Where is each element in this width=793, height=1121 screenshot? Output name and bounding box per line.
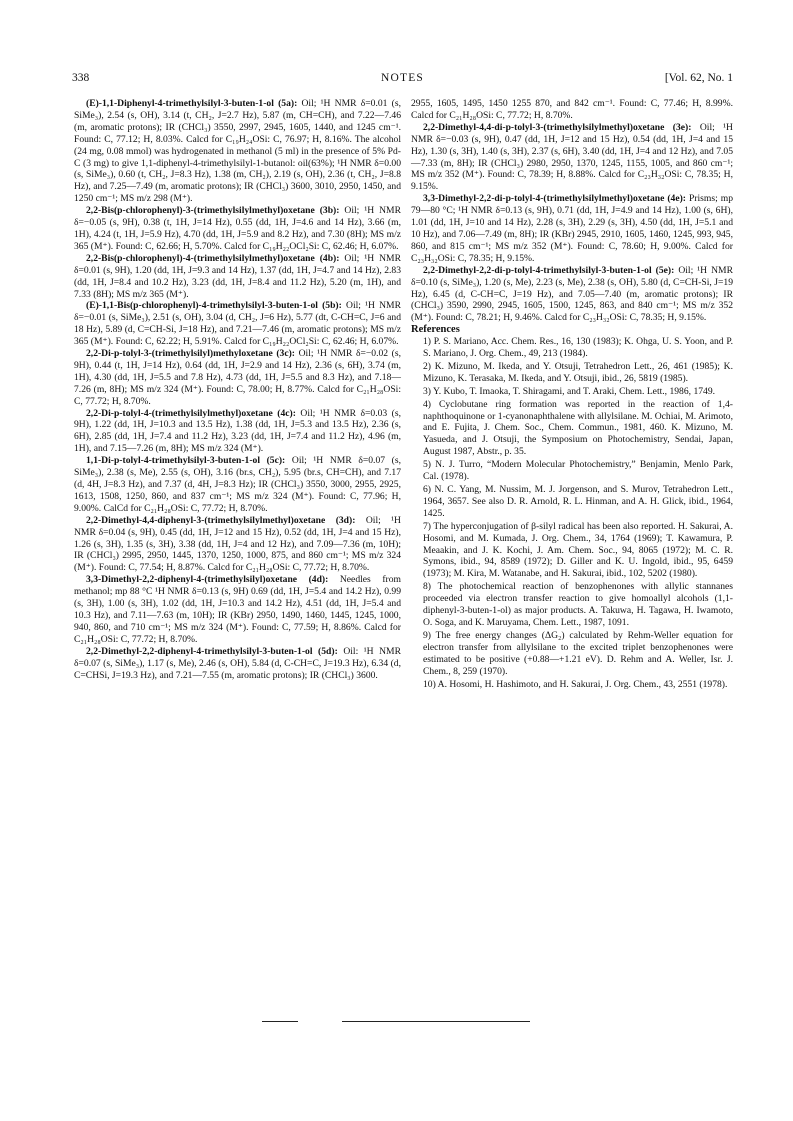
left-column: [74, 98, 401, 681]
compound-entry: [411, 122, 733, 193]
compound-entry: [74, 455, 401, 515]
reference-item: 3) Y. Kubo, T. Imaoka, T. Shiragami, and T. Araki, Chem. Lett., 1986, 1749.: [423, 385, 716, 397]
volume-label: [Vol. 62, No. 1: [664, 72, 733, 84]
reference-item: 2) K. Mizuno, M. Ikeda, and Y. Otsuji, Tetrahedron Lett., 26, 461 (1985); K. Mizuno, K. Terasaka, M. Ikeda, and Y. Otsuji, ibid., 26, 5819 (1985).: [423, 360, 733, 384]
right-entries: [411, 122, 733, 324]
compound-data: Oil; ¹H NMR δ=−0.01 (s, SiMe₃), 2.51 (s, OH), 3.04 (d, CH₂, J=6 Hz), 5.77 (dt, C-CH=C, J=6 and 18 Hz), 5.89 (d, C=CH-Si, J=18 Hz), and 7.21—7.46 (m, aromatic protons); MS m/z 365 (M⁺). Found: C, 62.22; H, 5.91%. Calcd for C₁₉H₂₂OCl₂Si: C, 62.46; H, 6.07%.: [74, 300, 401, 348]
compound-data: Prisms; mp 79—80 °C; ¹H NMR δ=0.13 (s, 9H), 0.71 (dd, 1H, J=4.9 and 14 Hz), 1.00 (s, 6H), 1.01 (dd, 1H, J=10 and 14 Hz), 2.28 (s, 3H), 2.29 (s, 3H), 4.50 (dd, 1H, J=5.1 and 10 Hz), and 7.06—7.49 (m, 8H); IR (KBr) 2945, 2910, 1605, 1460, 1245, 993, 945, 860, and 815 cm⁻¹; MS m/z 352 (M⁺). Found: C, 78.60; H, 9.00%. Calcd for C₂₃H₃₂OSi: C, 78.35; H, 9.15%.: [411, 193, 733, 264]
page-header: [72, 72, 733, 88]
reference-item: 1) P. S. Mariano, Acc. Chem. Res., 16, 130 (1983); K. Ohga, U. S. Yoon, and P. S. Mariano, J. Org. Chem., 49, 213 (1984).: [423, 336, 733, 360]
continuation-text: 2955, 1605, 1495, 1450 1255 870, and 842 cm⁻¹. Found: C, 77.46; H, 8.99%. Calcd for C₂₁H₂₈OSi: C, 77.72; H, 8.70%.: [411, 98, 733, 121]
compound-entry: [74, 348, 401, 408]
reference-item: 4) Cyclobutane ring formation was reported in the reaction of 1,4-naphthoquinone or 1-cyanonaphthalene with allylsilane. M. Ochiai, M. Arimoto, and E. Fujita, J. Chem. Soc., Chem. Commun., 1981, 460. K. Mizuno, M. Yasueda, and J. Otsuji, the Symposium on Photochemistry, Sendai, Japan, August 1987, Abstr., p. 35.: [423, 398, 733, 458]
compound-title: 2,2-Dimethyl-2,2-diphenyl-4-trimethylsilyl-3-buten-1-ol (5d):: [86, 645, 338, 657]
compound-data: Oil; ¹H NMR δ=−0.02 (s, 9H), 0.44 (t, 1H, J=14 Hz), 0.64 (dd, 1H, J=2.9 and 14 Hz), 2.36 (s, 6H), 3.74 (m, 1H), 4.30 (dd, 1H, J=5.5 and 7.8 Hz), 4.73 (dd, 1H, J=5.5 and 8.3 Hz), and 7.18—7.26 (m, 8H); MS m/z 324 (M⁺). Found: C, 78.00; H, 8.77%. Calcd for C₂₁H₂₈OSi: C, 77.72; H, 8.70%.: [74, 348, 401, 407]
compound-entry: [411, 265, 733, 325]
compound-data: Needles from methanol; mp 88 °C ¹H NMR δ=0.13 (s, 9H) 0.69 (dd, 1H, J=5.4 and 14.2 Hz), 0.99 (s, 3H), 1.00 (s, 3H), 1.02 (dd, 1H, J=10.3 and 14.2 Hz), 4.51 (dd, 1H, J=5.4 and 10.3 Hz), and 7.11—7.63 (m, 10H); IR (KBr) 2950, 1490, 1460, 1445, 1245, 1000, 940, 860, and 710 cm⁻¹; MS m/z 324 (M⁺). Found: C, 77.59; H, 8.86%. Calcd for C₂₁H₂₈OSi: C, 77.72; H, 8.70%.: [74, 574, 401, 645]
compound-data: Oil; ¹H NMR δ=0.01 (s, SiMe₃), 2.54 (s, OH), 3.14 (t, CH₂, J=2.7 Hz), 5.87 (m, CH=CH), and 7.22—7.46 (m, aromatic protons); IR (CHCl₃) 3550, 2997, 2945, 1605, 1440, and 1245 cm⁻¹. Found: C, 77.12; H, 8.03%. Calcd for C₁₉H₂₄OSi: C, 76.97; H, 8.16%. The alcohol (24 mg, 0.08 mmol) was hydrogenated in methanol (5 ml) in the presence of 5% Pd-C (3 mg) to give 1,1-diphenyl-4-trimethylsilyl-1-butanol: oil(63%); ¹H NMR δ=0.00 (s, SiMe₃), 0.60 (t, CH₂, J=8.3 Hz), 1.38 (m, CH₂), 2.19 (s, OH), 2.36 (t, CH₂, J=8.8 Hz), and 7.25—7.49 (m, aromatic protons); IR (CHCl₃) 3600, 3010, 2950, 1450, and 1250 cm⁻¹; MS m/z 298 (M⁺).: [74, 98, 401, 205]
end-rule-short: [262, 1021, 298, 1022]
compound-title: 2,2-Di-p-tolyl-4-(trimethylsilylmethyl)oxetane (4c):: [86, 407, 296, 419]
compound-data: Oil; ¹H NMR δ=−0.03 (s, 9H), 0.47 (dd, 1H, J=12 and 15 Hz), 0.54 (dd, 1H, J=4 and 15 Hz), 1.30 (s, 3H), 1.40 (s, 3H), 2.37 (s, 6H), 3.40 (dd, 1H, J=4 and 12 Hz), and 7.05—7.33 (m, 8H); IR (CHCl₃) 2980, 2950, 1370, 1245, 1155, 1005, and 860 cm⁻¹; MS m/z 352 (M⁺). Found: C, 78.39; H, 8.88%. Calcd for C₂₃H₃₂OSi: C, 78.35; H, 9.15%.: [411, 121, 733, 193]
compound-entry: [74, 98, 401, 205]
compound-title: 2,2-Dimethyl-4,4-diphenyl-3-(trimethylsilylmethyl)oxetane (3d):: [86, 514, 356, 526]
end-rule: [262, 1017, 530, 1029]
right-column: [411, 98, 733, 691]
compound-entry: [74, 408, 401, 456]
compound-title: 2,2-Dimethyl-2,2-di-p-tolyl-4-trimethylsilyl-3-buten-1-ol (5e):: [423, 264, 675, 276]
compound-title: 2,2-Bis(p-chlorophenyl)-4-(trimethylsilylmethyl)oxetane (4b):: [86, 252, 340, 264]
compound-entry: [411, 193, 733, 264]
compound-title: 2,2-Di-p-tolyl-3-(trimethylsilyl)methyloxetane (3c):: [86, 348, 295, 360]
compound-entry: [74, 205, 401, 253]
compound-title: 2,2-Dimethyl-4,4-di-p-tolyl-3-(trimethylsilylmethyl)oxetane (3e):: [423, 121, 692, 133]
compound-entry: [74, 300, 401, 348]
compound-title: 1,1-Di-p-tolyl-4-trimethylsilyl-3-buten-1-ol (5c):: [86, 455, 286, 467]
compound-entry: [74, 253, 401, 301]
compound-entry: [74, 515, 401, 575]
reference-item: 8) The photochemical reaction of benzophenones with allylic stannanes proceeded via electron transfer reaction to give homoallyl alcohols (1,1-diphenyl-3-buten-1-ol) as major products. A. Takuwa, H. Tagawa, H. Iwamoto, O. Soga, and K. Maruyama, Chem. Lett., 1987, 1091.: [423, 581, 733, 628]
references-heading: References: [411, 324, 460, 336]
reference-item: 6) N. C. Yang, M. Nussim, M. J. Jorgenson, and S. Murov, Tetrahedron Lett., 1964, 3657. See also D. R. Arnold, R. L. Hinman, and A. H. Glick, ibid., 1964, 1425.: [423, 484, 733, 519]
reference-item: 10) A. Hosomi, H. Hashimoto, and H. Sakurai, J. Org. Chem., 43, 2551 (1978).: [423, 678, 728, 690]
references-list: [411, 336, 733, 690]
compound-data: Oil; ¹H NMR δ=0.01 (s, 9H), 1.20 (dd, 1H, J=9.3 and 14 Hz), 1.37 (dd, 1H, J=4.7 and 14 Hz), 2.83 (dd, 1H, J=8.4 and 10.2 Hz), 3.23 (dd, 1H, J=8.4 and 11.2 Hz), 5.20 (m, 1H), and 7.33 (8H); MS m/z 365 (M⁺).: [74, 252, 401, 300]
compound-title: (E)-1,1-Diphenyl-4-trimethylsilyl-3-buten-1-ol (5a):: [86, 98, 298, 109]
reference-item: 9) The free energy changes (ΔG₂) calculated by Rehm-Weller equation for electron transfer from allylsilane to the excited triplet benzophenones were estimated to be positive (+0.88—+1.21 eV). D. Rehm and A. Weller, Isr. J. Chem., 8, 259 (1970).: [423, 629, 733, 677]
compound-data: Oil; ¹H NMR δ=0.10 (s, SiMe₃), 1.20 (s, Me), 2.23 (s, Me), 2.38 (s, OH), 5.80 (d, C=CH-Si, J=19 Hz), 6.45 (d, C-CH=C, J=19 Hz), and 7.05—7.40 (m, aromatic protons); IR (CHCl₃) 3590, 2990, 2945, 1605, 1500, 1245, 863, and 840 cm⁻¹; MS m/z 352 (M⁺). Found: C, 78.21; H, 9.46%. Calcd for C₂₃H₃₂OSi: C, 78.35; H, 9.15%.: [411, 264, 733, 324]
compound-data: Oil; ¹H NMR δ=−0.05 (s, 9H), 0.38 (t, 1H, J=14 Hz), 0.55 (dd, 1H, J=4.6 and 14 Hz), 3.66 (m, 1H), 4.24 (t, 1H, J=5.9 Hz), 4.70 (dd, 1H, J=5.9 and 8.2 Hz), and 7.30 (8H); MS m/z 365 (M⁺). Found: C, 62.66; H, 5.70%. Calcd for C₁₉H₂₂OCl₂Si: C, 62.46; H, 6.07%.: [74, 205, 401, 252]
compound-data: Oil; ¹H NMR δ=0.03 (s, 9H), 1.22 (dd, 1H, J=10.3 and 13.5 Hz), 1.38 (dd, 1H, J=5.3 and 13.5 Hz), 2.36 (s, 6H), 2.85 (dd, 1H, J=7.4 and 11.2 Hz), 3.23 (dd, 1H, J=7.4 and 11.2 Hz), 4.96 (m, 1H), and 7.15—7.26 (m, 8H); MS m/z 324 (M⁺).: [74, 407, 401, 455]
end-rule-long: [342, 1021, 530, 1022]
reference-item: 7) The hyperconjugation of β-silyl radical has been also reported. H. Sakurai, A. Hosomi, and M. Kumada, J. Org. Chem., 34, 1764 (1969); T. Kawamura, P. Meaakin, and J. K. Kochi, J. Am. Chem. Soc., 94, 8065 (1972); M. C. R. Symons, ibid., 94, 8589 (1972); D. Giller and K. U. Ingold, ibid., 95, 6459 (1973); M. Kira, M. Watanabe, and H. Sakurai, ibid., 102, 5202 (1980).: [423, 520, 733, 580]
reference-item: 5) N. J. Turro, “Modern Molecular Photochemistry,” Benjamin, Menlo Park, Cal. (1978).: [423, 459, 733, 483]
compound-entry: [74, 574, 401, 645]
compound-title: 3,3-Dimethyl-2,2-diphenyl-4-(trimethylsilyl)oxetane (4d):: [86, 574, 329, 586]
compound-entry: [74, 646, 401, 682]
compound-data: Oil; ¹H NMR δ=0.04 (s, 9H), 0.45 (dd, 1H, J=12 and 15 Hz), 0.52 (dd, 1H, J=4 and 15 Hz), 1.26 (s, 3H), 1.35 (s, 3H), 3.38 (dd, 1H, J=4 and 12 Hz), and 7.09—7.36 (m, 10H); IR (CHCl₃) 2995, 2950, 1445, 1370, 1250, 1000, 875, and 860 cm⁻¹; MS m/z 324 (M⁺). Found: C, 77.54; H, 8.87%. Calcd for C₂₁H₂₈OSi: C, 77.72; H, 8.70%.: [74, 514, 401, 574]
compound-title: 2,2-Bis(p-chlorophenyl)-3-(trimethylsilylmethyl)oxetane (3b):: [86, 205, 340, 217]
compound-title: (E)-1,1-Bis(p-chlorophenyl)-4-trimethylsilyl-3-buten-1-ol (5b):: [86, 300, 342, 312]
running-title: NOTES: [380, 72, 425, 84]
compound-data: Oil; ¹H NMR δ=0.07 (s, SiMe₃), 2.38 (s, Me), 2.55 (s, OH), 3.16 (br.s, CH₂), 5.95 (br.s, CH=CH), and 7.17 (d, 4H, J=8.3 Hz), and 7.37 (d, 4H, J=8.3 Hz); IR (CHCl₃) 3550, 3000, 2955, 2925, 1613, 1508, 1250, 860, and 837 cm⁻¹; MS m/z 324 (M⁺). Found: C, 77.96; H, 9.00%. CalCd for C₂₁H₂₈OSi: C, 77.72; H, 8.70%.: [74, 455, 401, 514]
compound-title: 3,3-Dimethyl-2,2-di-p-tolyl-4-(trimethylsilylmethyl)oxetane (4e):: [423, 193, 686, 205]
page-number: 338: [72, 72, 90, 84]
compound-data: Oil: ¹H NMR δ=0.07 (s, SiMe₃), 1.17 (s, Me), 2.46 (s, OH), 5.84 (d, C-CH=C, J=19.3 Hz), 6.34 (d, C=CHSi, J=19.3 Hz), and 7.21—7.55 (m, aromatic protons); IR (CHCl₃) 3600.: [74, 645, 401, 681]
